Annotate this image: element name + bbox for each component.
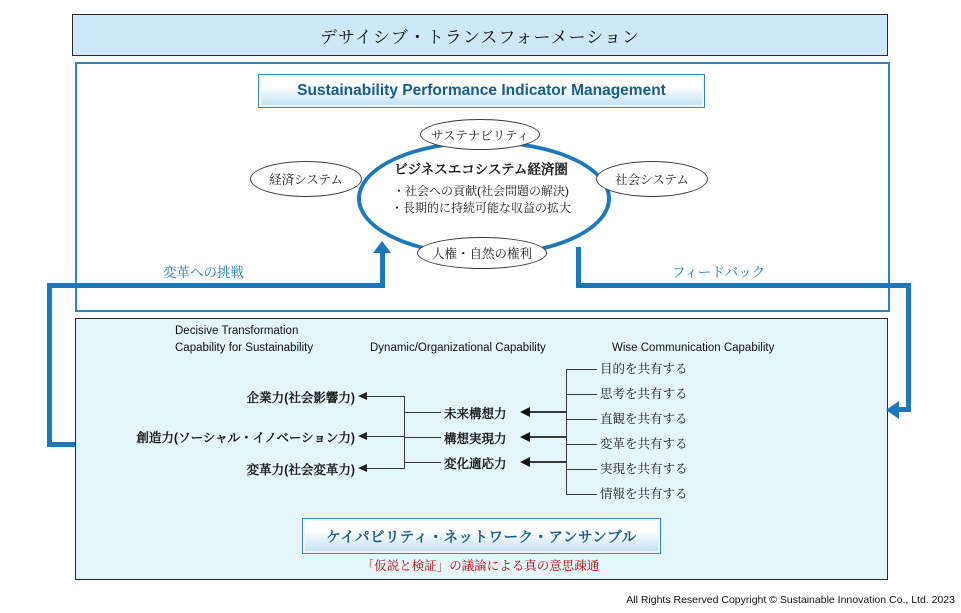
arrowhead-left-icon [358, 464, 367, 472]
right-bracket-stub-6 [566, 494, 597, 495]
column-header-decisive-line1: Decisive Transformation [175, 325, 299, 337]
ensemble-title: ケイパビリティ・ネットワーク・アンサンブル [326, 529, 637, 546]
capability-transformative-power: 変革力(社会変革力) [246, 463, 355, 477]
capability-corporate-power: 企業力(社会影響力) [246, 391, 355, 405]
share-item-information: 情報を共有する [600, 487, 688, 501]
left-bracket-stub-future [404, 412, 441, 413]
blue-connector-left-vertical [47, 283, 52, 447]
left-bracket-stub-realization [404, 437, 441, 438]
page-title-banner [72, 14, 888, 56]
hypothesis-verification-caption: 「仮説と検証」の議論による真の意思疎通 [361, 559, 600, 573]
left-bracket-vertical-line [404, 396, 405, 469]
share-item-thinking: 思考を共有する [600, 387, 688, 401]
ellipse-economic-system-label: 経済システム [269, 173, 343, 187]
spim-title-box [258, 74, 705, 108]
ellipse-human-rights [417, 237, 547, 269]
ecosystem-center-text [368, 158, 594, 216]
page-title: デサイシブ・トランスフォーメーション [320, 27, 640, 47]
arrowhead-left-icon [886, 401, 899, 419]
arrowhead-left-icon [520, 432, 530, 442]
label-feedback: フィードバック [672, 265, 766, 280]
blue-connector-left-horizontal [47, 283, 385, 288]
arrowhead-left-icon [520, 457, 530, 467]
copyright-text: All Rights Reserved Copyright © Sustainable Innovation Co., Ltd. 2023 [626, 594, 955, 606]
arrowhead-up-icon [373, 241, 391, 253]
ellipse-economic-system [250, 161, 362, 197]
blue-connector-right-horizontal [576, 283, 911, 288]
ellipse-human-rights-label: 人権・自然の権利 [431, 247, 532, 261]
left-connector-row3 [367, 468, 404, 469]
spim-title: Sustainability Performance Indicator Management [297, 82, 666, 99]
left-bracket-stub-adaptation [404, 462, 441, 463]
capability-vision-realization: 構想実現力 [444, 432, 507, 446]
right-bracket-stub-5 [566, 469, 597, 470]
arrowhead-left-icon [520, 407, 530, 417]
label-challenge-to-transformation: 変革への挑戦 [163, 265, 244, 280]
right-bracket-stub-2 [566, 394, 597, 395]
arrowhead-left-icon [358, 432, 367, 440]
mid-connector-row2 [530, 436, 566, 438]
mid-connector-row1 [530, 411, 566, 413]
capability-future-vision: 未来構想力 [444, 407, 507, 421]
capability-change-adaptation: 変化適応力 [444, 457, 507, 471]
blue-connector-right-vertical [906, 283, 911, 412]
share-item-transformation: 変革を共有する [600, 437, 688, 451]
capability-creative-power: 創造力(ソーシャル・イノベーション力) [136, 431, 355, 445]
left-connector-row1 [367, 396, 404, 397]
column-header-wise: Wise Communication Capability [612, 342, 775, 354]
ecosystem-bullet-1: ・社会への貢献(社会問題の解決) [393, 184, 569, 198]
share-item-intuition: 直観を共有する [600, 412, 688, 426]
column-header-dynamic: Dynamic/Organizational Capability [370, 342, 546, 354]
column-header-decisive-line2: Capability for Sustainability [175, 342, 314, 354]
ellipse-sustainability [420, 119, 540, 150]
share-item-realization: 実現を共有する [600, 462, 688, 476]
blue-connector-right-stub [898, 407, 911, 412]
blue-connector-right-down-segment [576, 247, 581, 288]
mid-connector-row3 [530, 461, 566, 463]
ecosystem-title: ビジネスエコシステム経済圏 [394, 162, 568, 177]
right-bracket-stub-4 [566, 444, 597, 445]
ecosystem-bullet-2: ・長期的に持続可能な収益の拡大 [390, 200, 571, 215]
arrowhead-left-icon [358, 392, 367, 400]
right-bracket-stub-3 [566, 419, 597, 420]
blue-connector-up-segment [380, 252, 385, 288]
ellipse-social-system [596, 161, 708, 197]
ellipse-sustainability-label: サステナビリティ [430, 128, 529, 143]
ellipse-social-system-label: 社会システム [615, 173, 689, 187]
right-bracket-vertical-line [566, 369, 567, 495]
right-bracket-stub-1 [566, 369, 597, 370]
share-item-purpose: 目的を共有する [600, 362, 688, 376]
left-connector-row2 [367, 436, 404, 437]
ensemble-title-box [302, 518, 661, 554]
